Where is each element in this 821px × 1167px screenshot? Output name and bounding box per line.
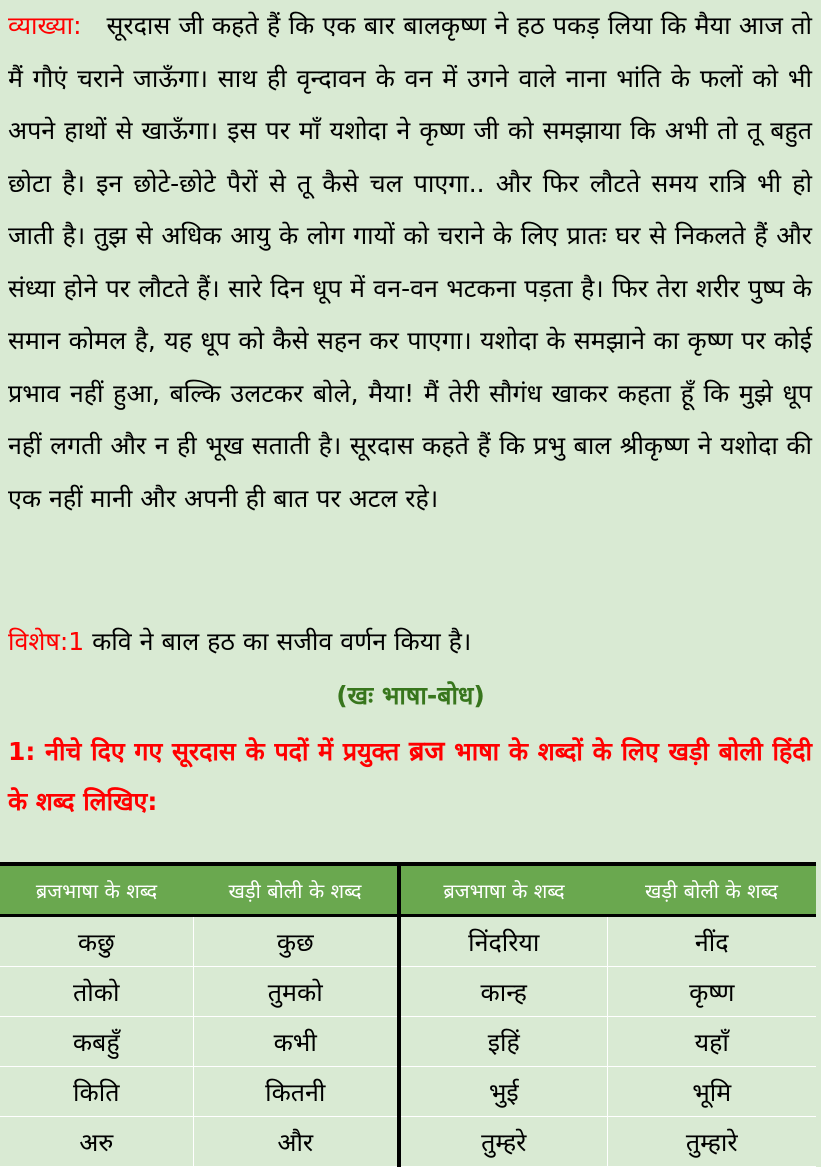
table-cell: भूमि (607, 1067, 816, 1117)
explanation-paragraph (8, 0, 812, 525)
header-khadi-2: खड़ी बोली के शब्द (607, 864, 816, 916)
table-row (0, 967, 816, 1017)
table-row (0, 916, 816, 967)
table-row (0, 1017, 816, 1067)
table-cell: कृष्ण (607, 967, 816, 1017)
table-cell: किति (0, 1067, 193, 1117)
header-braj-2: ब्रजभाषा के शब्द (399, 864, 607, 916)
section-heading: (खः भाषा-बोध) (336, 681, 485, 710)
table-cell: भुई (399, 1067, 607, 1117)
table-cell: कान्ह (399, 967, 607, 1017)
explanation-text: सूरदास जी कहते हैं कि एक बार बालकृष्ण ने हठ पकड़ लिया कि मैया आज तो मैं गौएं चराने जाऊँगा। साथ ही वृन्दावन के वन में उगने वाले नाना भांति के फलों को भी अपने हाथों से खाऊँगा। इस पर माँ यशोदा ने कृष्ण जी को समझाया कि अभी तो तू बहुत छोटा है। इन छोटे-छोटे पैरों से तू कैसे चल पाएगा.. और फिर लौटते समय रात्रि भी हो जाती है। तुझ से अधिक आयु के लोग गायों को चराने के लिए प्रातः घर से निकलते हैं और संध्या होने पर लौटते हैं। सारे दिन धूप में वन-वन भटकना पड़ता है। फिर तेरा शरीर पुष्प के समान कोमल है, यह धूप को कैसे सहन कर पाएगा। यशोदा के समझाने का कृष्ण पर कोई प्रभाव नहीं हुआ, बल्कि उलटकर बोले, मैया! मैं तेरी सौगंध खाकर कहता हूँ कि मुझे धूप नहीं लगती और न ही भूख सताती है। सूरदास कहते हैं कि प्रभु बाल श्रीकृष्ण ने यशोदा की एक नहीं मानी और अपनी ही बात पर अटल रहे। (8, 11, 813, 513)
table-cell: और (193, 1117, 399, 1167)
table-row (0, 1067, 816, 1117)
header-khadi-1: खड़ी बोली के शब्द (193, 864, 399, 916)
table-cell: कभी (193, 1017, 399, 1067)
question-before: 1: नीचे दिए गए सूरदास के पदों में प्रयुक्त (8, 737, 409, 766)
table-cell: तुम्हारे (607, 1117, 816, 1167)
table-cell: निंदरिया (399, 916, 607, 967)
table-cell: यहाँ (607, 1017, 816, 1067)
table-cell: अरु (0, 1117, 193, 1167)
table-cell: तुमको (193, 967, 399, 1017)
special-text: कवि ने बाल हठ का सजीव वर्णन किया है। (84, 627, 472, 656)
table-cell: तुम्हरे (399, 1117, 607, 1167)
special-label: विशेष:1 (8, 627, 85, 656)
question-emphasis: ब्रज (408, 736, 445, 767)
word-table (0, 862, 816, 1167)
table-header-row (0, 864, 816, 916)
table-cell: कितनी (193, 1067, 399, 1117)
table-cell: कुछ (193, 916, 399, 967)
table-cell: इहिं (399, 1017, 607, 1067)
special-note (8, 616, 812, 668)
table-cell: कछु (0, 916, 193, 967)
question-text (8, 727, 812, 827)
table-cell: नींद (607, 916, 816, 967)
explanation-label: व्याख्या: (8, 11, 82, 40)
table-cell: कबहुँ (0, 1017, 193, 1067)
header-braj-1: ब्रजभाषा के शब्द (0, 864, 193, 916)
table-row (0, 1117, 816, 1167)
question-after: भाषा के शब्दों के लिए खड़ी बोली हिंदी के शब्द लिखिए: (8, 737, 812, 816)
table-cell: तोको (0, 967, 193, 1017)
